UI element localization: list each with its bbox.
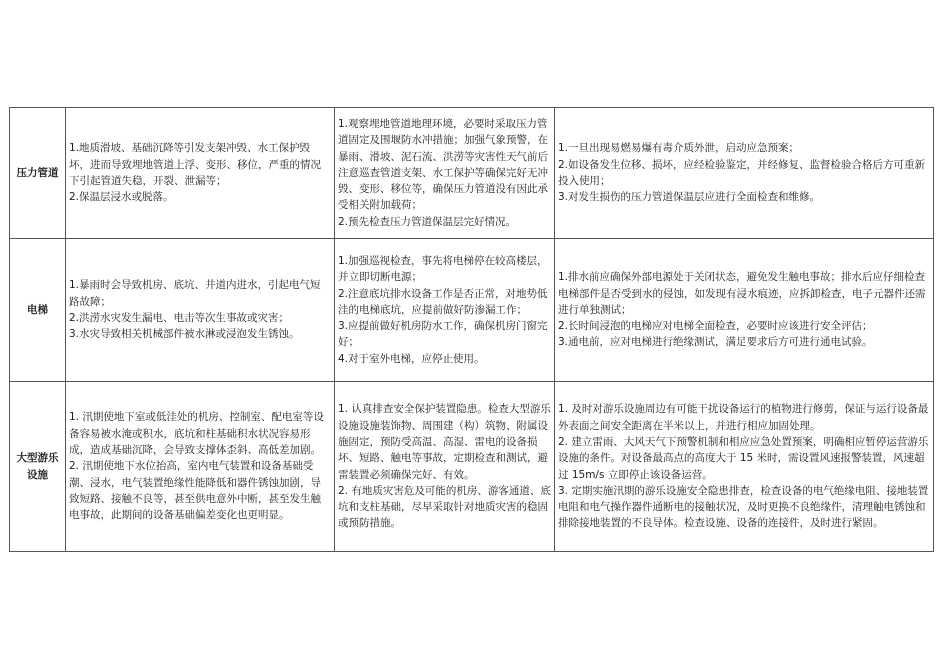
table-cell-col3: [555, 108, 934, 239]
cell-item: 2. 建立雷雨、大风天气下预警机制和相应应急处置预案，明确相应暂停运营游乐设施的条件。对设备最高点的高度大于 15 米时，需设置风速报警装置，风速超过 15m/s 立即停止该设备运营。: [558, 435, 929, 481]
row-category: 压力管道: [10, 108, 66, 239]
cell-item: 2.预先检查压力管道保温层完好情况。: [338, 215, 517, 228]
table-cell-col3: [555, 239, 934, 382]
table-row: [10, 108, 934, 239]
cell-item: 1.暴雨时会导致机房、底坑、井道内进水，引起电气短路故障；: [69, 279, 321, 308]
cell-item: 2.洪涝水灾发生漏电、电击等次生事故或灾害；: [69, 312, 290, 324]
hazard-table: [9, 107, 934, 552]
row-category: 大型游乐设施: [10, 382, 66, 552]
cell-item: 2.注意底坑排水设备工作是否正常，对地势低洼的电梯底坑，应提前做好防渗漏工作；: [338, 287, 548, 316]
cell-item: 2.长时间浸泡的电梯应对电梯全面检查，必要时应该进行安全评估；: [558, 320, 873, 333]
cell-item: 1.排水前应确保外部电源处于关闭状态，避免发生触电事故；排水后应仔细检查电梯部件是否受到水的侵蚀，如发现有浸水痕迹，应拆卸检查，电子元器件还需进行单独测试；: [558, 271, 926, 316]
cell-item: 3.应提前做好机房防水工作，确保机房门窗完好；: [338, 320, 548, 349]
cell-item: 1.加强巡视检查，事先将电梯停在较高楼层，并立即切断电源；: [338, 254, 548, 284]
cell-item: 2.保温层浸水或脱落。: [69, 191, 174, 204]
cell-item: 2.如设备发生位移、损坏，应经检验鉴定，并经修复、监督检验合格后方可重新投入使用；: [558, 158, 926, 187]
cell-item: 1. 及时对游乐设施周边有可能干扰设备运行的植物进行修剪，保证与运行设备最外表面之间安全距离在半米以上，并进行相应加固处理。: [558, 403, 929, 432]
table-row: [10, 382, 934, 552]
cell-item: 1. 认真排查安全保护装置隐患。检查大型游乐设施设施装饰物、周围建（构）筑物、附属设施固定，预防受高温、高湿、雷电的设备损坏、短路、触电等事故，定期检查和测试，避雷装置必须确保完好、有效。: [338, 403, 551, 481]
table-cell-col3: [555, 382, 934, 552]
cell-item: 4.对于室外电梯，应停止使用。: [338, 352, 485, 365]
table-cell-col1: [66, 239, 335, 382]
cell-item: 2. 有地质灾害危及可能的机房、游客通道、底坑和支柱基础，尽早采取针对地质灾害的稳固或预防措施。: [338, 484, 551, 530]
cell-item: 1.地质滑坡、基础沉降等引发支架冲毁、水工保护毁坏，进而导致埋地管道上浮、变形、移位，严重的情况下引起管道失稳，开裂、泄漏等；: [69, 142, 321, 187]
cell-item: 1.观察埋地管道地理环境，必要时采取压力管道固定及围堰防水冲措施；加强气象预警，在暴雨、滑坡、泥石流、洪涝等灾害性天气前后注意巡查管道支架、水工保护等确保完好无冲毁、变形、移位等，确保压力管道没有因此承受相关附加载荷；: [338, 117, 548, 212]
cell-item: 1. 汛期使地下室或低洼处的机房、控制室、配电室等设备容易被水淹或积水，底坑和柱基础积水状况容易形成，造成基础沉降，会导致支撑体歪斜、高低差加剧。: [69, 411, 324, 457]
cell-item: 3.对发生损伤的压力管道保温层应进行全面检查和维修。: [558, 191, 821, 204]
table-cell-col2: [335, 108, 555, 239]
cell-item: 1.一旦出现易燃易爆有毒介质外泄，启动应急预案；: [558, 142, 800, 155]
cell-item: 2. 汛期使地下水位抬高，室内电气装置和设备基础受潮、浸水，电气装置绝缘性能降低和器件锈蚀加剧，导致短路、接触不良等，甚至供电意外中断，甚至发生触电事故，此期间的设备基础偏差变化也更明显。: [69, 460, 321, 522]
table-cell-col1: [66, 382, 335, 552]
table-cell-col2: [335, 382, 555, 552]
cell-item: 3.通电前，应对电梯进行绝缘测试，满足要求后方可进行通电试验。: [558, 336, 873, 349]
row-category: 电梯: [10, 239, 66, 382]
cell-item: 3. 定期实施汛期的游乐设施安全隐患排查，检查设备的电气绝缘电阻、接地装置电阻和电气操作器件通断电的接触状况，及时更换不良绝缘件，清理触电锈蚀和排除接地装置的不良导体。检查设施、设备的连接件，及时进行紧固。: [558, 484, 929, 530]
table-cell-col1: [66, 108, 335, 239]
cell-item: 3.水灾导致相关机械部件被水淋或浸泡发生锈蚀。: [69, 328, 300, 341]
table-row: [10, 239, 934, 382]
table-cell-col2: [335, 239, 555, 382]
